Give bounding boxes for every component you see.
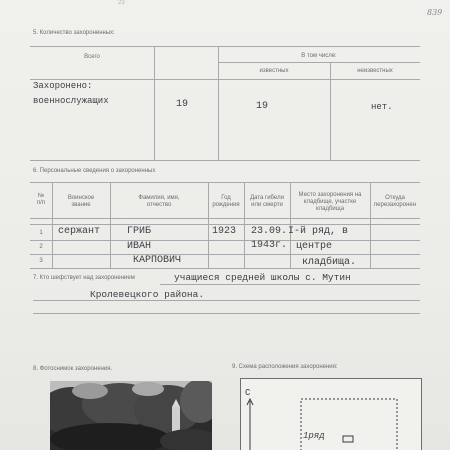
s5-top-line xyxy=(30,46,420,47)
s5-sub-line xyxy=(218,62,420,63)
section-7-title: 7. Кто шефствует над захоронением xyxy=(33,275,135,281)
s6-row-3-name: КАРПОВИЧ xyxy=(133,255,182,266)
s6-row-3-num: 3 xyxy=(39,258,43,264)
s6-row-1-name: ГРИБ xyxy=(127,226,152,237)
s6-header-birth: Год рождения xyxy=(212,195,240,208)
s6-row-1-place: I-й ряд, в xyxy=(288,226,349,237)
s6-header-name: Фамилия, имя, отчество xyxy=(138,195,180,208)
s6-row-2-place: центре xyxy=(296,241,333,252)
s5-divider-1 xyxy=(154,46,155,160)
s5-col-including: В том числе: xyxy=(301,53,337,59)
section-6-title: 6. Персональные сведения о захороненных xyxy=(33,168,156,174)
scheme-drawing xyxy=(241,379,421,450)
s6-top-line xyxy=(30,182,420,183)
s6-header-num: № п/п xyxy=(36,193,46,206)
section-5-title: 5. Количество захороненных: xyxy=(33,30,115,36)
s6-row-2-num: 2 xyxy=(39,244,43,250)
s6-row-1-birth: 1923 xyxy=(212,226,237,237)
s6-row-3-place: кладбища. xyxy=(302,257,357,268)
s5-col-known: известных xyxy=(259,68,289,74)
s5-known-value: 19 xyxy=(256,101,269,112)
section-8-title: 8. Фотоснимок захоронения. xyxy=(33,366,113,372)
burial-scheme xyxy=(240,378,422,450)
photo-image xyxy=(50,381,212,450)
s5-divider-3 xyxy=(330,62,331,160)
s5-header-bottom-line xyxy=(30,79,420,80)
s5-unknown-value: нет. xyxy=(371,102,393,112)
top-mark: 23 xyxy=(118,0,125,6)
s7-underline-3 xyxy=(33,313,420,314)
s7-patron-line-1: учащиеся средней школы с. Мутин xyxy=(174,272,351,283)
section-9-title: 9. Схема расположения захоронения: xyxy=(232,364,338,370)
s6-row-line-3 xyxy=(30,268,420,269)
scheme-row-label: 1ряд xyxy=(303,431,325,441)
s6-row-line-1 xyxy=(30,240,420,241)
s6-header-bottom-line xyxy=(30,218,420,219)
s6-row-2-name: ИВАН xyxy=(127,241,152,252)
s6-row-1-num: 1 xyxy=(39,230,43,236)
s6-header-place: Место захоронения на кладбище, участке кладбища xyxy=(298,192,362,212)
s5-bottom-line xyxy=(30,160,420,161)
grave-photo xyxy=(50,381,212,450)
s6-number-line xyxy=(30,224,420,225)
s5-row-label-2: военнослужащих xyxy=(33,96,109,106)
s6-row-2-death: 1943г. xyxy=(251,240,288,251)
s5-col-unknown: неизвестных xyxy=(357,68,393,74)
scheme-north-label: С xyxy=(245,388,251,398)
s7-underline-1 xyxy=(160,284,420,285)
s6-row-line-2 xyxy=(30,254,420,255)
s7-patron-line-2: Кролевецкого района. xyxy=(90,289,205,300)
s5-total-value: 19 xyxy=(176,99,189,110)
s6-row-1-rank: сержант xyxy=(58,226,101,237)
s5-col-total: Всего xyxy=(84,54,100,60)
s6-row-1-death: 23.09. xyxy=(251,226,288,237)
s6-header-death: Дата гибели или смерти xyxy=(250,195,284,208)
page-number: 839 xyxy=(427,8,443,17)
s5-divider-2 xyxy=(218,46,219,160)
s6-header-rank: Воинское звание xyxy=(67,195,95,208)
s5-row-label-1: Захоронено: xyxy=(33,81,93,91)
s6-header-source: Откуда перезахоронен xyxy=(373,195,417,208)
s7-underline-2 xyxy=(33,300,420,301)
